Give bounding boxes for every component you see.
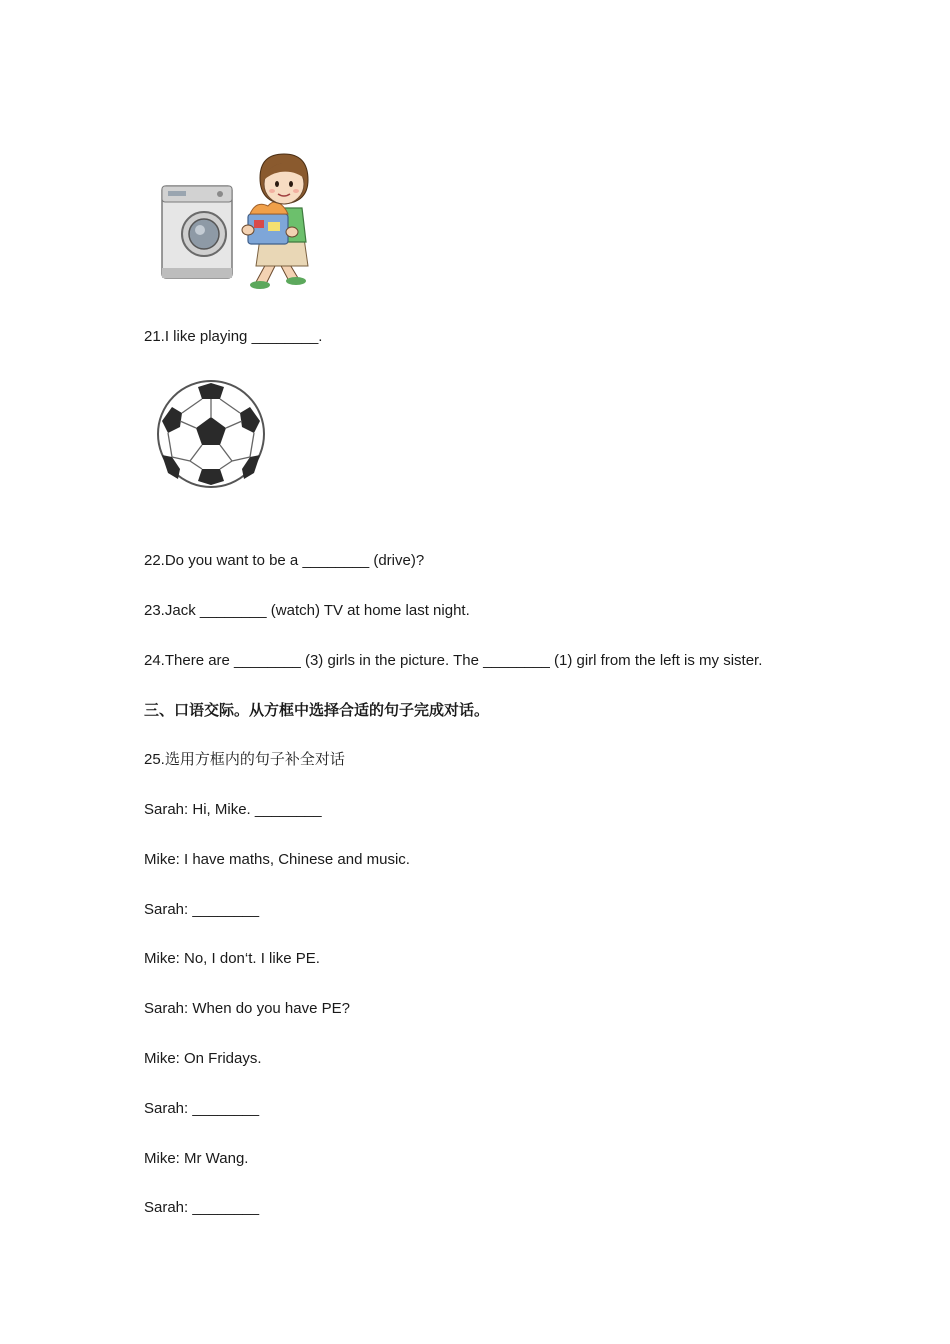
question-22: 22.Do you want to be a ________ (drive)? <box>144 552 425 569</box>
dialogue-line: Mike: On Fridays. <box>144 1050 262 1067</box>
question-21: 21.I like playing ________. <box>144 328 323 345</box>
dialogue-line: Mike: Mr Wang. <box>144 1150 249 1167</box>
question-23: 23.Jack ________ (watch) TV at home last night. <box>144 602 470 619</box>
dialogue-line: Sarah: ________ <box>144 1199 260 1216</box>
question-25-title: 25.选用方框内的句子补全对话 <box>144 751 345 768</box>
dialogue-line: Sarah: Hi, Mike. ________ <box>144 801 322 818</box>
girl-icon <box>242 154 308 289</box>
girl-laundry-illustration <box>156 150 332 292</box>
question-24: 24.There are ________ (3) girls in the picture. The ________ (1) girl from the left is my sister. <box>144 652 763 669</box>
dialogue-line: Sarah: ________ <box>144 901 260 918</box>
dialogue-line: Mike: I have maths, Chinese and music. <box>144 851 410 868</box>
dialogue-line: Sarah: ________ <box>144 1100 260 1117</box>
section-3-heading: 三、口语交际。从方框中选择合适的句子完成对话。 <box>144 702 490 719</box>
dialogue-line: Sarah: When do you have PE? <box>144 1000 350 1017</box>
soccer-ball-icon <box>154 377 268 491</box>
washing-machine-icon <box>162 186 232 278</box>
dialogue-line: Mike: No, I don‘t. I like PE. <box>144 950 320 967</box>
